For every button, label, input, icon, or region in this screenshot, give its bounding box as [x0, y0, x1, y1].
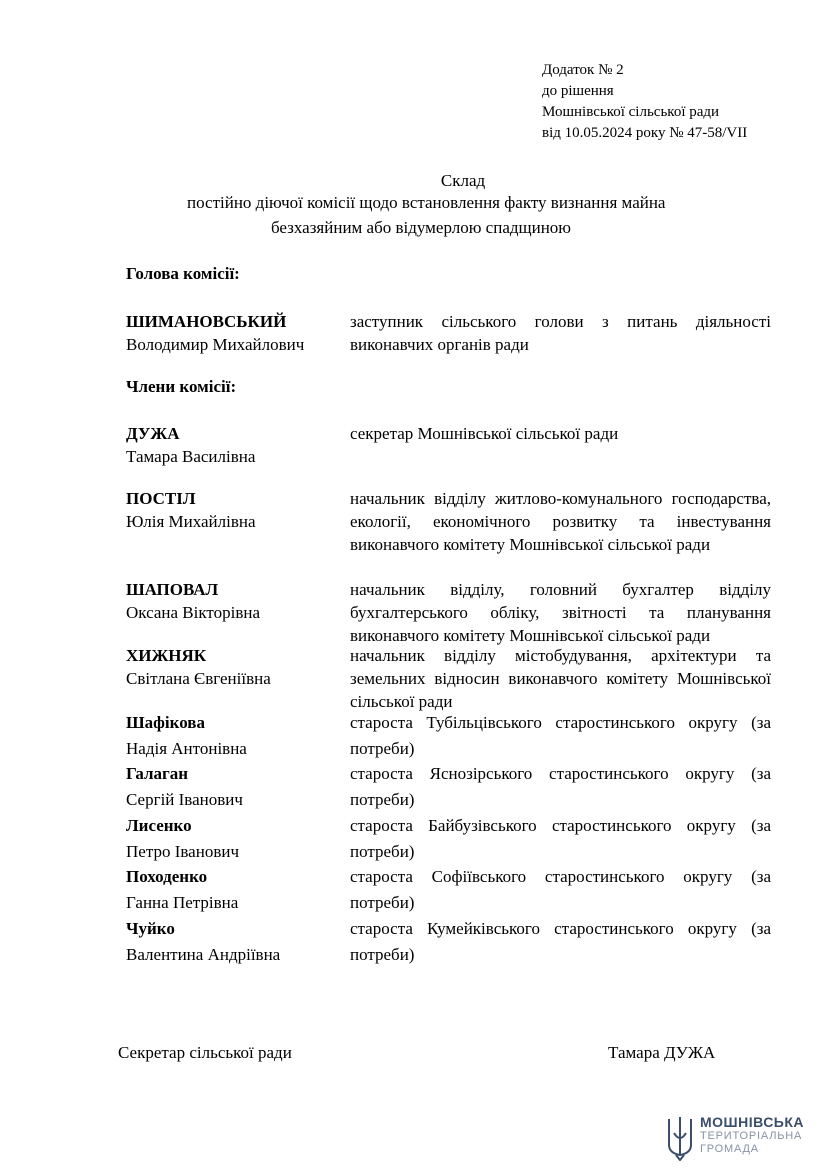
community-logo: [666, 1114, 816, 1162]
document-title: Склад: [440, 171, 486, 190]
person-role: начальник відділу житлово-комунального господарства, екології, економічного розвитку та інвестування виконавчого комітету Мошнівської сільської ради: [350, 489, 771, 554]
person-role: староста Байбузівського старостинського округу (за потреби): [350, 816, 771, 861]
person-given-name: Сергій Іванович: [126, 790, 243, 809]
person-surname: Походенко: [126, 867, 208, 886]
person-surname: Чуйко: [126, 919, 175, 938]
person-given-name: Володимир Михайлович: [126, 335, 305, 354]
person-role: секретар Мошнівської сільської ради: [350, 424, 619, 443]
logo-line-3: ГРОМАДА: [700, 1143, 759, 1155]
person-role: начальник відділу містобудування, архітектури та земельних відносин виконавчого комітету Мошнівської сільської ради: [350, 646, 771, 711]
signature-name: Тамара ДУЖА: [608, 1043, 716, 1062]
addendum-block: [542, 60, 747, 144]
person-given-name: Тамара Василівна: [126, 447, 256, 466]
person-given-name: Петро Іванович: [126, 842, 239, 861]
person-given-name: Надія Антонівна: [126, 739, 247, 758]
members-heading: Члени комісії:: [126, 377, 237, 396]
person-surname: Лисенко: [126, 816, 192, 835]
person-surname: ШИМАНОВСЬКИЙ: [126, 312, 287, 331]
person-surname: ХИЖНЯК: [126, 646, 207, 665]
person-surname: ДУЖА: [126, 424, 180, 443]
logo-line-1: МОШНІВСЬКА: [700, 1114, 805, 1130]
signature-position: Секретар сільської ради: [118, 1043, 292, 1062]
document-subtitle-1: постійно діючої комісії щодо встановлення факту визнання майна: [187, 193, 666, 212]
addendum-line-3: Мошнівської сільської ради: [542, 104, 720, 120]
person-given-name: Світлана Євгеніївна: [126, 669, 271, 688]
person-role: начальник відділу, головний бухгалтер відділу бухгалтерського обліку, звітності та планування виконавчого комітету Мошнівської сільської ради: [350, 580, 771, 645]
logo-line-2: ТЕРИТОРІАЛЬНА: [700, 1130, 803, 1142]
person-surname: Шафікова: [126, 713, 205, 732]
person-role: староста Кумейківського старостинського округу (за потреби): [350, 919, 771, 964]
person-role: староста Яснозірського старостинського округу (за потреби): [350, 764, 771, 809]
document-subtitle-2: безхазяйним або відумерлою спадщиною: [271, 218, 572, 237]
person-role: староста Тубільцівського старостинського округу (за потреби): [350, 713, 771, 758]
chair-heading: Голова комісії:: [126, 264, 240, 283]
person-surname: Галаган: [126, 764, 189, 783]
addendum-line-4: від 10.05.2024 року № 47-58/VII: [542, 125, 748, 141]
person-surname: ШАПОВАЛ: [126, 580, 219, 599]
person-given-name: Оксана Вікторівна: [126, 603, 260, 622]
person-surname: ПОСТІЛ: [126, 489, 196, 508]
person-role: заступник сільського голови з питань діяльності виконавчих органів ради: [350, 312, 771, 354]
person-role: староста Софіївського старостинського округу (за потреби): [350, 867, 771, 912]
addendum-line-2: до рішення: [542, 83, 614, 99]
person-given-name: Валентина Андріївна: [126, 945, 281, 964]
addendum-line-1: Додаток № 2: [542, 62, 624, 78]
person-given-name: Юлія Михайлівна: [126, 512, 256, 531]
trident-icon: [666, 1115, 694, 1161]
person-given-name: Ганна Петрівна: [126, 893, 239, 912]
